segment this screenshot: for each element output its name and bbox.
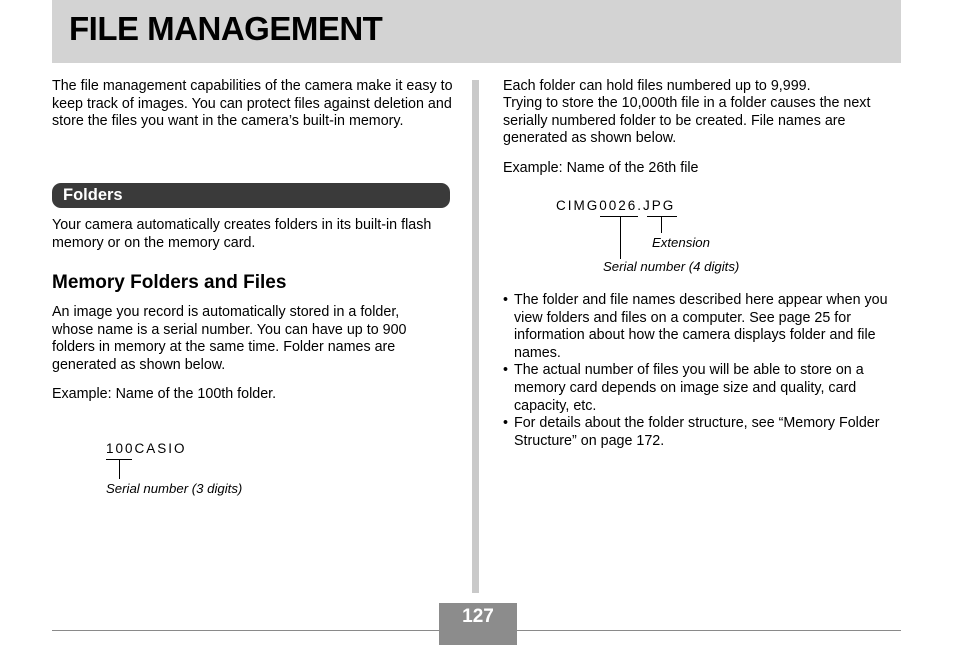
- file-serial-underline: [600, 216, 638, 217]
- page-title: FILE MANAGEMENT: [69, 10, 383, 47]
- folder-serial-leader: [119, 459, 120, 479]
- files-paragraph-1: Each folder can hold files numbered up to 9,999.: [503, 78, 811, 94]
- page-number-box: [439, 603, 517, 645]
- folders-paragraph: Your camera automatically creates folders in its built-in flash memory or on the memory card.: [52, 217, 432, 251]
- list-item: • For details about the folder structure, see “Memory Folder Structure” on page 172.: [503, 415, 903, 450]
- list-item: • The actual number of files you will be able to store on a memory card depends on image size and quality, card capacity, etc.: [503, 362, 903, 415]
- folder-example-label: Example: Name of the 100th folder.: [52, 386, 277, 402]
- folder-name-example: 100CASIO: [106, 441, 187, 456]
- file-serial-leader: [620, 216, 621, 259]
- file-name-example: CIMG0026.JPG: [556, 198, 676, 213]
- section-heading: Folders: [63, 186, 123, 204]
- file-extension-leader: [661, 216, 662, 233]
- page-number: 127: [462, 606, 494, 627]
- column-divider: [472, 80, 479, 593]
- memory-paragraph: An image you record is automatically stored in a folder, whose name is a serial number. You can have up to 900 folders in memory at the same time. Folder names are generated as shown below.: [52, 304, 407, 373]
- subheading: Memory Folders and Files: [52, 272, 287, 293]
- file-example-label: Example: Name of the 26th file: [503, 160, 699, 176]
- extension-caption: Extension: [652, 235, 710, 250]
- intro-paragraph: The file management capabilities of the camera make it easy to keep track of images. You can protect files against deletion and store the files you want in the camera’s built-in memory.: [52, 78, 453, 130]
- file-serial-caption: Serial number (4 digits): [603, 259, 740, 274]
- files-paragraph-2: Trying to store the 10,000th file in a folder causes the next serially numbered folder to be created. File names are generated as shown below.: [503, 95, 871, 147]
- section-heading-bar: [52, 183, 450, 208]
- notes-list: [503, 292, 903, 450]
- list-item: • The folder and file names described here appear when you view folders and files on a computer. See page 25 for information about how the camera displays folder and file names.: [503, 292, 903, 362]
- folder-serial-caption: Serial number (3 digits): [106, 481, 243, 496]
- page-header: [52, 0, 901, 63]
- file-extension-underline: [647, 216, 677, 217]
